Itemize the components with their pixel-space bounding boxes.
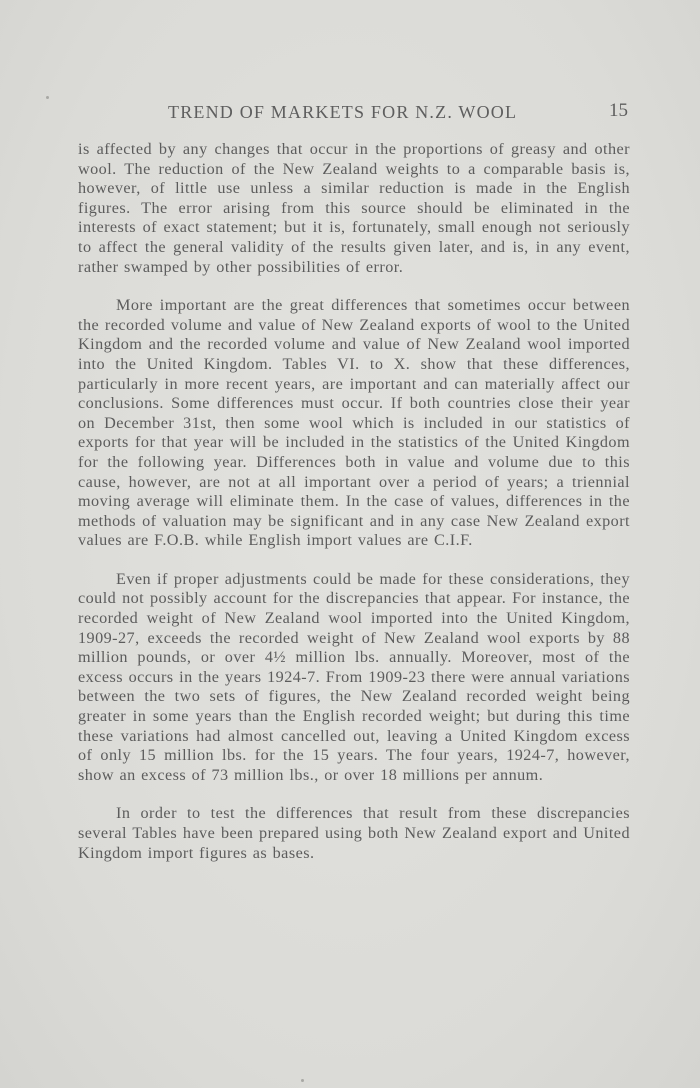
paper-speck xyxy=(301,1079,304,1082)
paragraph-recorded-differences: More important are the great differences that sometimes occur between the recorded volume and value of New Zealand exports of wool to the United Kingdom and the recorded volume and value of New Zealand wool imported into the United Kingdom. Tables VI. to X. show that these differences, particularly in more recent years, are important and can materially affect our conclusions. Some differences must occur. If both countries close their year on December 31st, then some wool which is included in our statistics of exports for that year will be included in the statistics of the United Kingdom for the following year. Differences both in value and volume due to this cause, however, are not at all important over a period of years; a triennial moving average will eliminate them. In the case of values, differences in the methods of valuation may be significant and in any case New Zealand export values are F.O.B. while English import values are C.I.F. xyxy=(78,296,630,550)
page-number: 15 xyxy=(609,100,628,121)
paragraph-tables-prepared: In order to test the differences that result from these discrepancies several Tables have been prepared using both New Zealand export and United Kingdom import figures as bases. xyxy=(78,804,630,862)
body-text xyxy=(78,140,630,863)
paragraph-continuation: is affected by any changes that occur in the proportions of greasy and other wool. The reduction of the New Zealand weights to a comparable basis is, however, of little use unless a similar reduction is made in the English figures. The error arising from this source should be eliminated in the interests of exact statement; but it is, fortunately, small enough not seriously to affect the general validity of the results given later, and is, in any event, rather swamped by other possibilities of error. xyxy=(78,140,630,276)
paragraph-discrepancies: Even if proper adjustments could be made for these considerations, they could not possibly account for the discrepancies that appear. For instance, the recorded weight of New Zealand wool imported into the United Kingdom, 1909-27, exceeds the recorded weight of New Zealand wool exports by 88 million pounds, or over 4½ million lbs. annually. Moreover, most of the excess occurs in the years 1924-7. From 1909-23 there were annual variations between the two sets of figures, the New Zealand recorded weight being greater in some years than the English recorded weight; but during this time these variations had almost cancelled out, leaving a United Kingdom excess of only 15 million lbs. for the 15 years. The four years, 1924-7, however, show an excess of 73 million lbs., or over 18 millions per annum. xyxy=(78,569,630,784)
paper-speck xyxy=(46,96,49,99)
running-head xyxy=(78,102,630,128)
running-title: TREND OF MARKETS FOR N.Z. WOOL xyxy=(168,102,518,122)
